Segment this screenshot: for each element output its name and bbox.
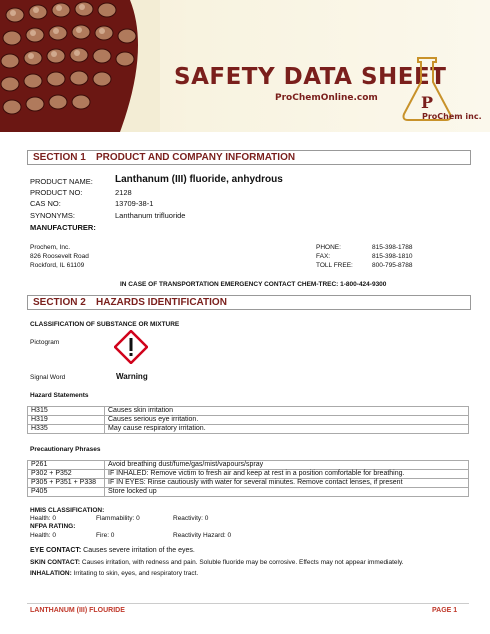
inhalation-label: INHALATION:	[30, 570, 72, 577]
exclamation-mark-pictogram-icon	[114, 330, 148, 364]
product-no-label: PRODUCT NO:	[30, 188, 83, 197]
section-1-header	[27, 150, 471, 165]
classification-heading: CLASSIFICATION OF SUBSTANCE OR MIXTURE	[30, 321, 180, 328]
skin-contact-line	[30, 558, 404, 567]
skin-contact-text: Causes irritation, with redness and pain. Soluble fluoride may be corrosive. Effects may not appear immediately.	[81, 559, 404, 566]
nfpa-fire: Fire: 0	[96, 532, 115, 539]
hazard-text: Causes skin irritation	[105, 407, 469, 416]
product-name: Lanthanum (III) fluoride, anhydrous	[115, 174, 283, 185]
precaution-text: IF INHALED: Remove victim to fresh air and keep at rest in a position comfortable for breathing.	[105, 470, 469, 479]
document-title: SAFETY DATA SHEET	[174, 64, 447, 90]
precaution-text: IF IN EYES: Rinse cautiously with water for several minutes. Remove contact lenses, if present	[105, 479, 469, 488]
eye-contact-line	[30, 546, 195, 555]
table-row	[28, 425, 469, 434]
website-link[interactable]: ProChemOnline.com	[275, 93, 378, 103]
precaution-code: P405	[28, 488, 105, 497]
hmis-reactivity: Reactivity: 0	[173, 515, 209, 522]
inhalation-line	[30, 569, 198, 578]
hazard-text: Causes serious eye irritation.	[105, 416, 469, 425]
synonyms-label: SYNONYMS:	[30, 211, 76, 220]
emergency-contact: IN CASE OF TRANSPORTATION EMERGENCY CONTACT CHEM-TREC: 1-800-424-9300	[120, 281, 387, 288]
phone-number[interactable]: 815-398-1788	[372, 244, 413, 251]
product-no: 2128	[115, 188, 132, 197]
precautionary-phrases-table	[27, 460, 469, 497]
synonyms: Lanthanum trifluoride	[115, 211, 186, 220]
phone-label: PHONE:	[316, 244, 341, 251]
inhalation-text: Irritating to skin, eyes, and respiratory tract.	[73, 570, 199, 577]
company-name: Prochem, Inc.	[30, 244, 71, 251]
precaution-text: Store locked up	[105, 488, 469, 497]
precautionary-phrases-heading: Precautionary Phrases	[30, 446, 101, 453]
nfpa-reactivity: Reactivity Hazard: 0	[173, 532, 232, 539]
fax-label: FAX:	[316, 253, 331, 260]
table-row	[28, 488, 469, 497]
hazard-code: H315	[28, 407, 105, 416]
hazard-code: H319	[28, 416, 105, 425]
fax-number: 815-398-1810	[372, 253, 413, 260]
svg-text:P: P	[420, 93, 434, 112]
section-2-header	[27, 295, 471, 310]
footer-page-number: PAGE 1	[432, 607, 458, 614]
nfpa-health: Health: 0	[30, 532, 57, 539]
eye-contact-label: EYE CONTACT:	[30, 547, 82, 554]
precaution-code: P305 + P351 + P338	[28, 479, 105, 488]
table-row	[28, 470, 469, 479]
section-1-number: SECTION 1	[33, 152, 86, 163]
company-street: 826 Roosevelt Road	[30, 253, 89, 260]
precaution-code: P261	[28, 461, 105, 470]
footer-product-name: LANTHANUM (III) FLOURIDE	[30, 607, 125, 614]
cas-label: CAS NO:	[30, 199, 61, 208]
signal-word: Warning	[116, 372, 148, 381]
hazard-statements-table	[27, 406, 469, 434]
section-1-title: PRODUCT AND COMPANY INFORMATION	[96, 152, 296, 163]
table-row	[28, 479, 469, 488]
hmis-flammability: Flammability: 0	[96, 515, 140, 522]
hmis-heading: HMIS CLASSIFICATION:	[30, 507, 105, 514]
hazard-text: May cause respiratory irritation.	[105, 425, 469, 434]
table-row	[28, 461, 469, 470]
section-2-number: SECTION 2	[33, 297, 86, 308]
signal-word-label: Signal Word	[30, 374, 66, 381]
precaution-text: Avoid breathing dust/fume/gas/mist/vapours/spray	[105, 461, 469, 470]
tollfree-label: TOLL FREE:	[316, 262, 353, 269]
precaution-code: P302 + P352	[28, 470, 105, 479]
brand-name: ProChem inc.	[422, 112, 482, 121]
skin-contact-label: SKIN CONTACT:	[30, 559, 81, 566]
eye-contact-text: Causes severe irritation of the eyes.	[83, 547, 195, 554]
footer-divider	[27, 603, 469, 604]
hazard-statements-heading: Hazard Statements	[30, 392, 89, 399]
pictogram-label: Pictogram	[30, 339, 60, 346]
hazard-code: H335	[28, 425, 105, 434]
company-city: Rockford, IL 61109	[30, 262, 85, 269]
header-banner	[0, 0, 490, 132]
test-tube-rack-image	[0, 0, 160, 132]
tollfree-number[interactable]: 800-795-8788	[372, 262, 413, 269]
nfpa-heading: NFPA RATING:	[30, 523, 76, 530]
table-row	[28, 416, 469, 425]
hmis-health: Health: 0	[30, 515, 57, 522]
manufacturer-label: MANUFACTURER:	[30, 223, 96, 232]
cas-number: 13709-38-1	[115, 199, 154, 208]
table-row	[28, 407, 469, 416]
section-2-title: HAZARDS IDENTIFICATION	[96, 297, 227, 308]
product-name-label: PRODUCT NAME:	[30, 177, 93, 186]
